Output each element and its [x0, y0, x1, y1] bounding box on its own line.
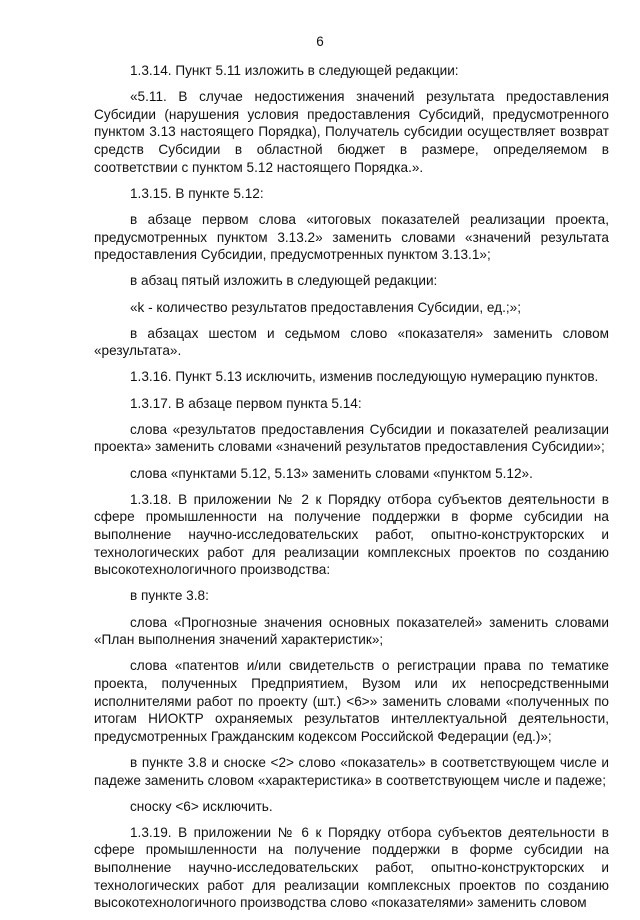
paragraph: слова «пунктами 5.12, 5.13» заменить словами «пунктом 5.12». — [130, 465, 533, 481]
paragraph: «5.11. В случае недостижения значений результата предоставления Субсидии (нарушения условия предоставления Субсидий, предусмотренного пунктом 3.13 настоящего Порядка), Получатель субсидии осуществляет возврат средств Субсидии в областной бюджет в размере, определяемом в соответствии с пунктом 5.12 настоящего Порядка.». — [94, 89, 609, 175]
paragraph: 1.3.14. Пункт 5.11 изложить в следующей редакции: — [130, 63, 459, 78]
paragraph: сноску <6> исключить. — [130, 798, 273, 814]
paragraph: в абзаце первом слова «итоговых показателей реализации проекта, предусмотренных пунктом 3.13.2» заменить словами «значений результата предоставления Субсидии, предусмотренных пунктом 3.13.1»; — [94, 211, 609, 263]
paragraph: 1.3.16. Пункт 5.13 исключить, изменив последующую нумерацию пунктов. — [130, 369, 599, 385]
paragraph: в абзацах шестом и седьмом слово «показателя» заменить словом «результата». — [94, 325, 609, 359]
paragraph: слова «результатов предоставления Субсидии и показателей реализации проекта» заменить словами «значений результатов предоставления Субсидии»; — [94, 421, 609, 455]
paragraph: 1.3.17. В абзаце первом пункта 5.14: — [130, 395, 362, 411]
document-body — [94, 62, 609, 920]
paragraph: 1.3.15. В пункте 5.12: — [130, 185, 264, 201]
paragraph: в пункте 3.8: — [130, 588, 209, 604]
paragraph: 1.3.18. В приложении № 2 к Порядку отбора субъектов деятельности в сфере промышленности на получение поддержки в форме субсидии на выполнение научно-исследовательских работ, опытно-конструкторских и технологических работ для реализации комплексных проектов по созданию высокотехнологичного производства: — [94, 491, 609, 578]
paragraph: «k - количество результатов предоставления Субсидии, ед.;»; — [130, 299, 522, 315]
paragraph: слова «патентов и/или свидетельств о регистрации права по тематике проекта, полученных Предприятием, Вузом или их непосредственными исполнителями работ по проекту (шт.) <6>» заменить словами «полученных по итогам НИОКТР охраняемых результатов интеллектуальной деятельности, предусмотренных Гражданским кодексом Российской Федерации (ед.)»; — [94, 658, 609, 744]
paragraph: в пункте 3.8 и сноске <2> слово «показатель» в соответствующем числе и падеже заменить словом «характеристика» в соответствующем числе и падеже; — [94, 754, 609, 788]
page-number: 6 — [316, 34, 324, 49]
paragraph: 1.3.19. В приложении № 6 к Порядку отбора субъектов деятельности в сфере промышленности на получение поддержки в форме субсидии на выполнение научно-исследовательских работ, опытно-конструкторских и технологических работ для реализации комплексных проектов по созданию высокотехнологичного производства слово «показателями» заменить словом — [94, 824, 609, 911]
paragraph: слова «Прогнозные значения основных показателей» заменить словами «План выполнения значений характеристик»; — [94, 614, 609, 648]
paragraph: в абзац пятый изложить в следующей редакции: — [130, 273, 438, 289]
